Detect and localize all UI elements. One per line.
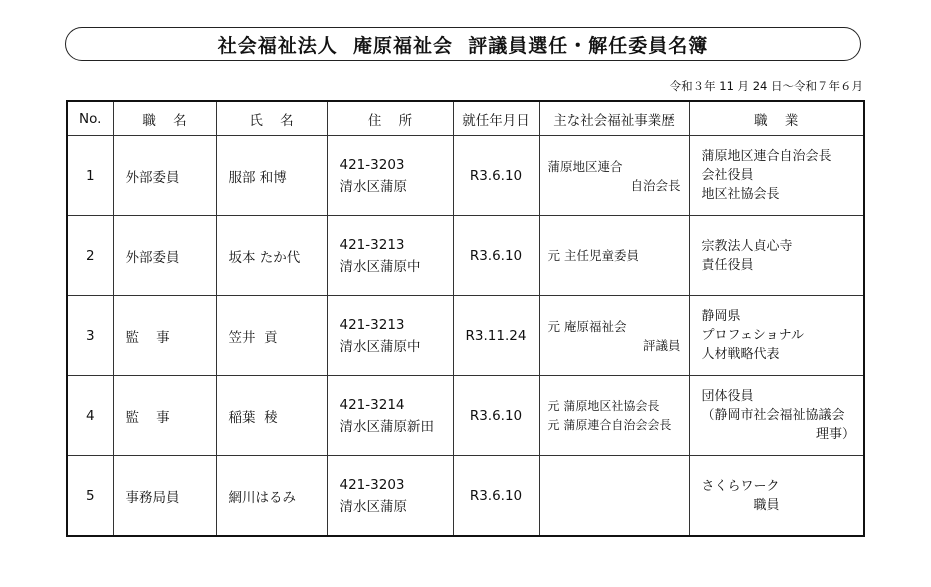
table-row bbox=[67, 136, 864, 216]
row-address bbox=[327, 136, 453, 216]
row-history bbox=[539, 456, 689, 537]
occupation-line: 理事） bbox=[815, 427, 855, 442]
header-appointed: 就任年月日 bbox=[453, 101, 539, 136]
row-appointed: R3.11.24 bbox=[453, 296, 539, 376]
row-appointed: R3.6.10 bbox=[453, 216, 539, 296]
document-title: 社会福祉法人 庵原福祉会 評議員選任・解任委員名簿 bbox=[217, 34, 709, 57]
header-row bbox=[67, 101, 864, 136]
committee-roster-table bbox=[66, 100, 865, 537]
occupation-line: 宗教法人貞心寺 bbox=[701, 238, 793, 254]
row-address bbox=[327, 296, 453, 376]
row-no: 4 bbox=[67, 376, 113, 456]
row-no: 5 bbox=[67, 456, 113, 537]
postal-code: 421-3213 bbox=[339, 316, 405, 333]
row-address bbox=[327, 216, 453, 296]
occupation-line: （静岡市社会福祉協議会 bbox=[701, 408, 845, 423]
history-line: 蒲原地区連合 bbox=[547, 158, 623, 174]
postal-code: 421-3214 bbox=[339, 396, 405, 413]
occupation-line: プロフェショナル bbox=[701, 328, 804, 343]
title-banner bbox=[65, 27, 861, 61]
row-no: 1 bbox=[67, 136, 113, 216]
history-line: 元 主任児童委員 bbox=[547, 248, 639, 263]
row-appointed: R3.6.10 bbox=[453, 456, 539, 537]
occupation-line: さくらワーク bbox=[701, 478, 780, 494]
row-occupation bbox=[689, 456, 864, 537]
header-address: 住 所 bbox=[327, 101, 453, 136]
row-history bbox=[539, 376, 689, 456]
header-occupation: 職 業 bbox=[689, 101, 864, 136]
history-line: 元 蒲原連合自治会会長 bbox=[547, 417, 672, 432]
row-name: 網川はるみ bbox=[216, 456, 327, 537]
row-occupation bbox=[689, 296, 864, 376]
header-position: 職 名 bbox=[113, 101, 216, 136]
table-row bbox=[67, 456, 864, 537]
occupation-line: 会社役員 bbox=[701, 168, 754, 183]
header-no: No. bbox=[67, 101, 113, 136]
header-history: 主な社会福祉事業歴 bbox=[539, 101, 689, 136]
row-position: 監 事 bbox=[113, 296, 216, 376]
term-period: 令和３年 11 月 24 日〜令和７年６月 bbox=[669, 79, 863, 93]
occupation-line: 地区社協会長 bbox=[701, 187, 780, 202]
row-name: 稲葉 稜 bbox=[216, 376, 327, 456]
address-text: 清水区蒲原 bbox=[339, 498, 407, 515]
row-history bbox=[539, 216, 689, 296]
row-history bbox=[539, 136, 689, 216]
row-position: 外部委員 bbox=[113, 136, 216, 216]
row-occupation bbox=[689, 216, 864, 296]
postal-code: 421-3203 bbox=[339, 156, 405, 173]
row-occupation bbox=[689, 136, 864, 216]
address-text: 清水区蒲原中 bbox=[339, 338, 421, 355]
table-row bbox=[67, 216, 864, 296]
occupation-line: 責任役員 bbox=[701, 257, 754, 273]
header-name: 氏 名 bbox=[216, 101, 327, 136]
address-text: 清水区蒲原中 bbox=[339, 258, 421, 275]
row-appointed: R3.6.10 bbox=[453, 136, 539, 216]
address-text: 清水区蒲原 bbox=[339, 178, 407, 195]
row-position: 外部委員 bbox=[113, 216, 216, 296]
row-name: 笠井 貢 bbox=[216, 296, 327, 376]
occupation-line: 蒲原地区連合自治会長 bbox=[701, 149, 832, 164]
history-line: 自治会長 bbox=[630, 177, 681, 193]
row-position: 監 事 bbox=[113, 376, 216, 456]
history-line: 評議員 bbox=[642, 337, 681, 353]
row-occupation bbox=[689, 376, 864, 456]
occupation-line: 職員 bbox=[753, 497, 780, 513]
row-no: 3 bbox=[67, 296, 113, 376]
history-line: 元 蒲原地区社協会長 bbox=[547, 398, 660, 413]
occupation-line: 人材戦略代表 bbox=[701, 347, 780, 362]
address-text: 清水区蒲原新田 bbox=[339, 418, 434, 435]
row-address bbox=[327, 456, 453, 537]
history-line: 元 庵原福祉会 bbox=[547, 318, 627, 334]
row-no: 2 bbox=[67, 216, 113, 296]
row-address bbox=[327, 376, 453, 456]
row-name: 服部 和博 bbox=[216, 136, 327, 216]
occupation-line: 団体役員 bbox=[701, 389, 754, 404]
row-appointed: R3.6.10 bbox=[453, 376, 539, 456]
row-history bbox=[539, 296, 689, 376]
row-name: 坂本 たか代 bbox=[216, 216, 327, 296]
occupation-line: 静岡県 bbox=[701, 309, 741, 324]
table-row bbox=[67, 296, 864, 376]
table-row bbox=[67, 376, 864, 456]
row-position: 事務局員 bbox=[113, 456, 216, 537]
postal-code: 421-3213 bbox=[339, 236, 405, 253]
postal-code: 421-3203 bbox=[339, 476, 405, 493]
